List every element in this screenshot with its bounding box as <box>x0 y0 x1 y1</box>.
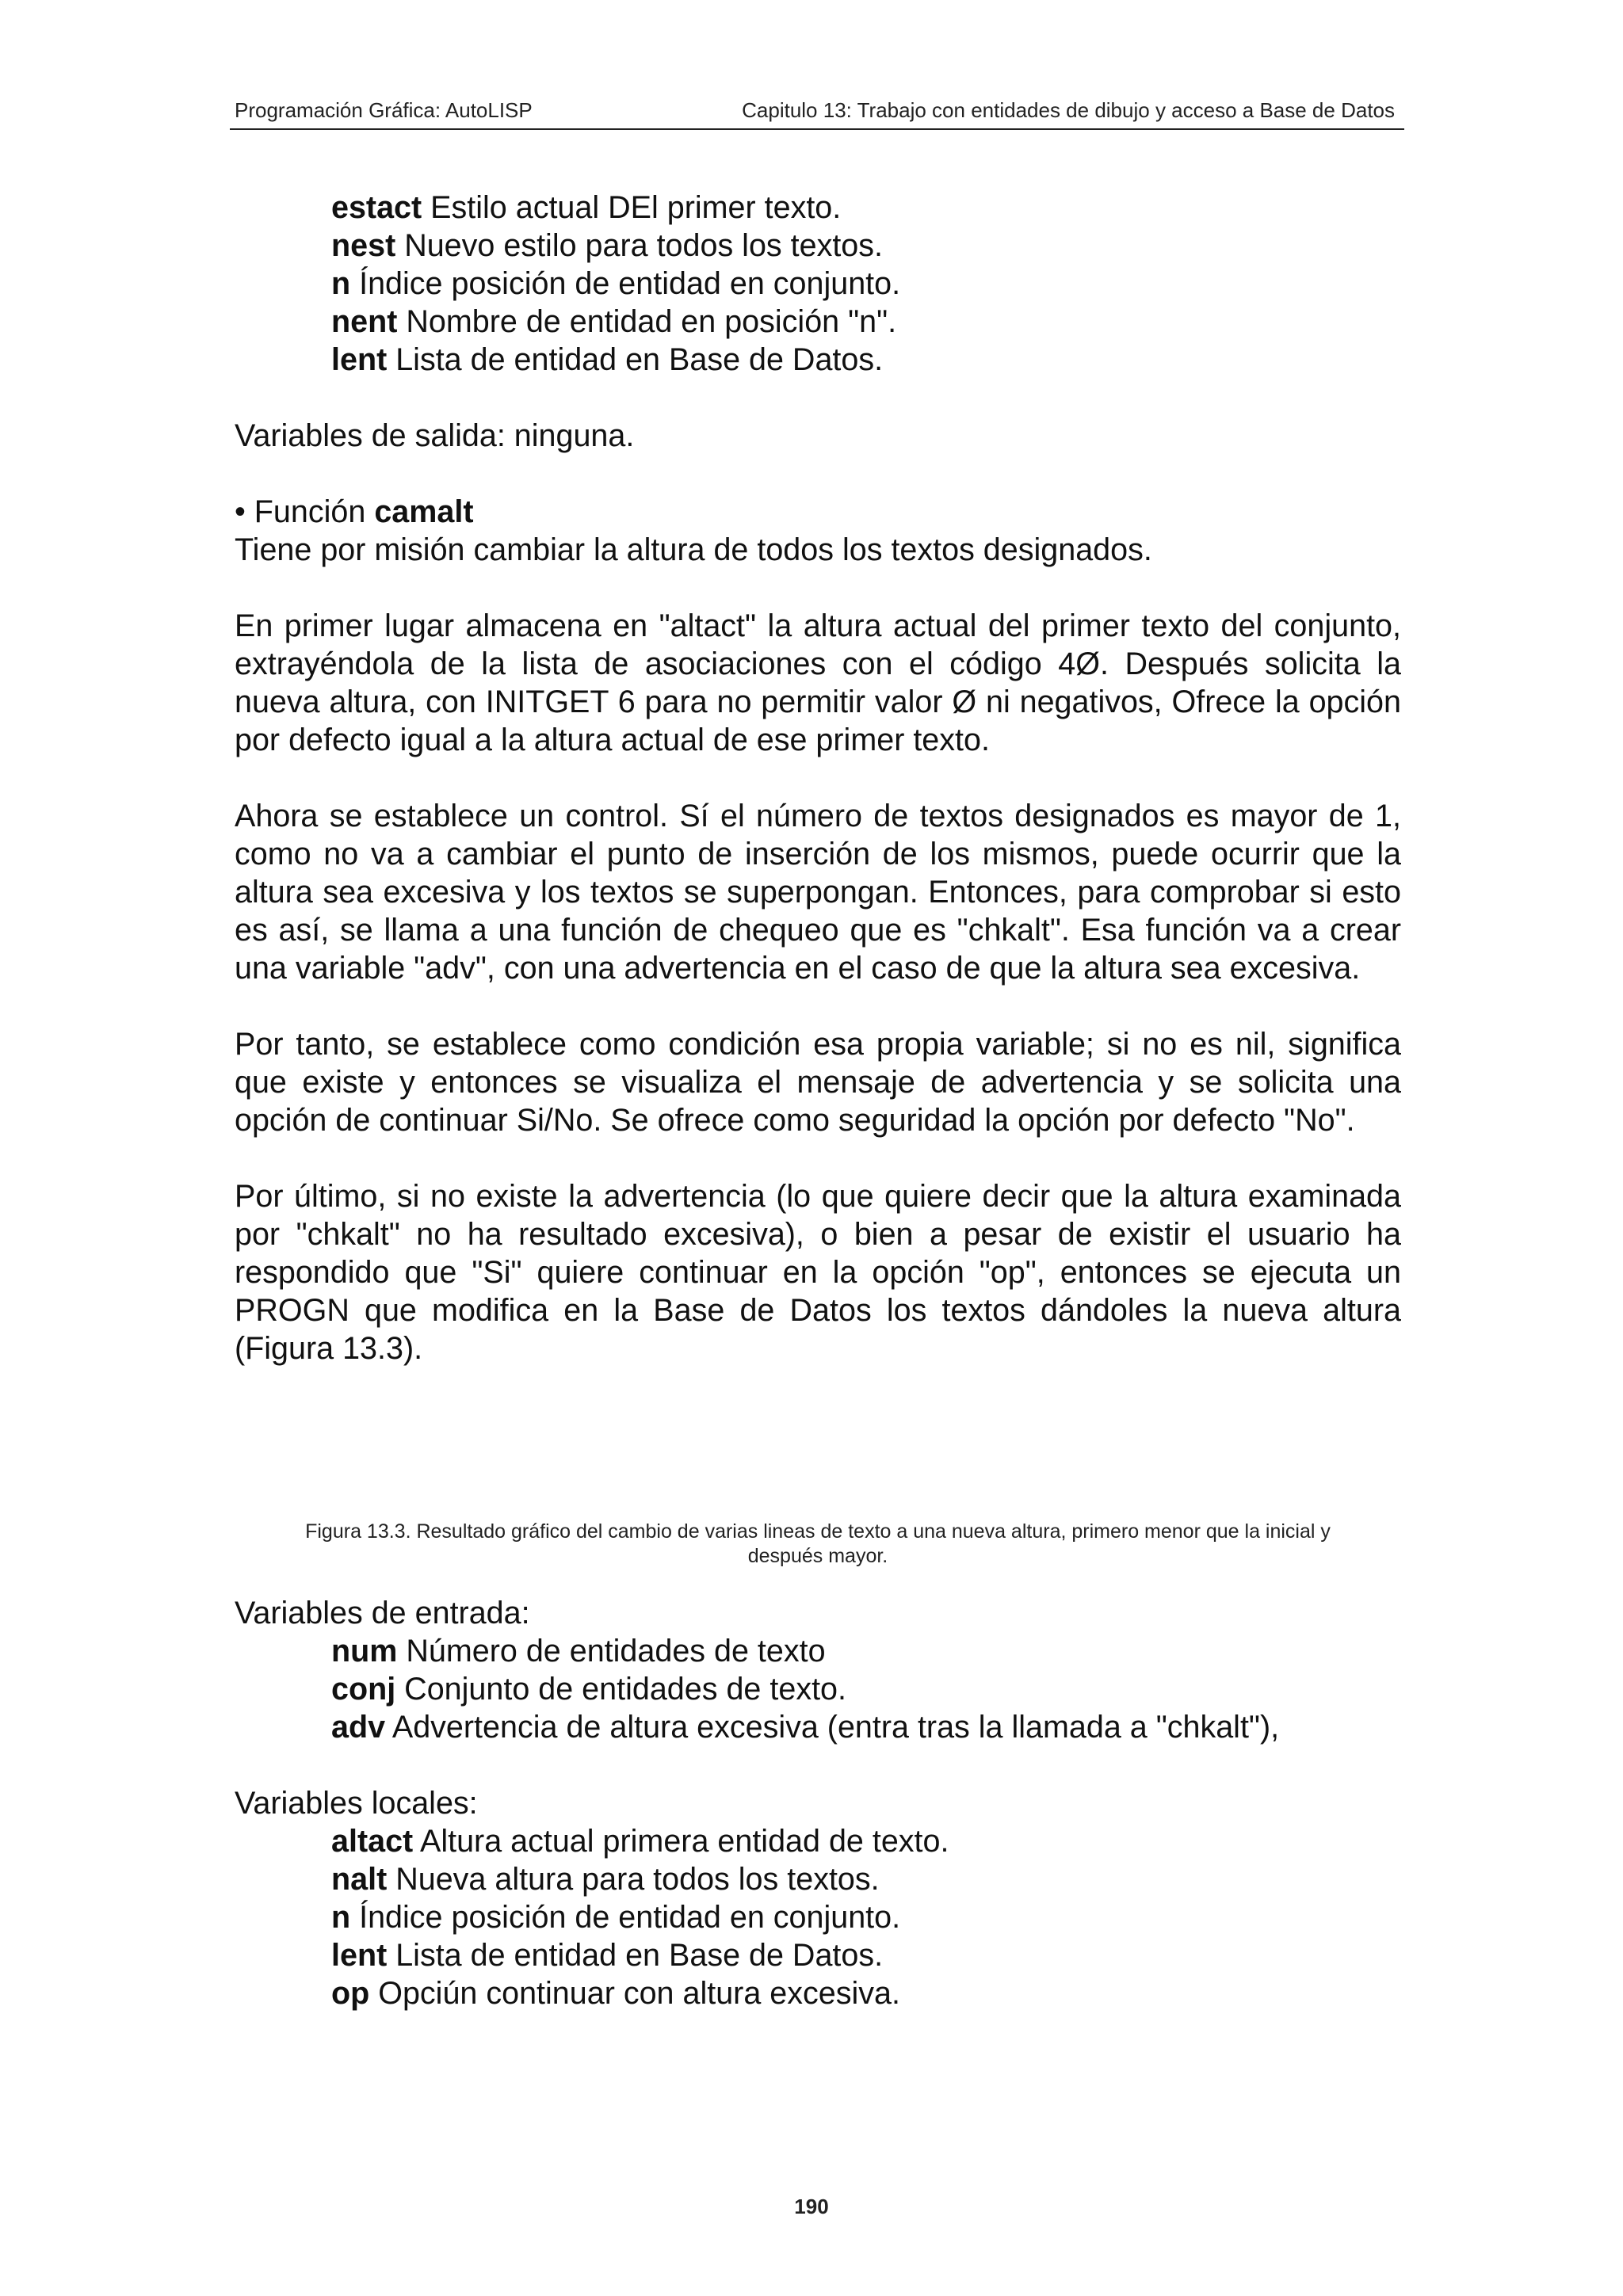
variable-line <box>235 1974 1401 2012</box>
variable-description: Opciún continuar con altura excesiva. <box>369 1976 900 2011</box>
figure-caption <box>242 1520 1393 1569</box>
variable-line <box>235 1822 1401 1860</box>
variable-line <box>235 265 1401 303</box>
variable-description: Lista de entidad en Base de Datos. <box>387 342 884 377</box>
function-prefix: • Función <box>235 494 375 529</box>
page-number: 190 <box>794 2195 829 2218</box>
variable-description: Estilo actual DEl primer texto. <box>422 190 842 225</box>
variable-line <box>235 1708 1401 1746</box>
variable-description: Lista de entidad en Base de Datos. <box>387 1938 884 1973</box>
variable-line <box>235 1670 1401 1708</box>
variable-line <box>235 1936 1401 1974</box>
variable-name: nalt <box>331 1862 388 1897</box>
variable-line <box>235 1898 1401 1936</box>
variable-description: Número de entidades de texto <box>397 1634 826 1669</box>
page-header <box>230 93 1404 130</box>
function-mission: Tiene por misión cambiar la altura de todos los textos designados. <box>235 532 1152 567</box>
paragraph: Por tanto, se establece como condición esa propia variable; si no es nil, significa que existe y entonces se visualiza el mensaje de advertencia y se solicita una opción de continuar Si/No. Se ofrece como seguridad la opción por defecto "No". <box>235 1027 1401 1138</box>
variable-name: op <box>331 1976 370 2011</box>
paragraph: Por último, si no existe la advertencia (lo que quiere decir que la altura examinada por "chkalt" no ha resultado excesiva), o bien a pesar de existir el usuario ha respondido que "Si" quiere continuar en la opción "op", entonces se ejecuta un PROGN que modifica en la Base de Datos los textos dándoles la nueva altura (Figura 13.3). <box>235 1179 1401 1366</box>
variable-description: Nuevo estilo para todos los textos. <box>395 228 883 263</box>
variable-description: Índice posición de entidad en conjunto. <box>350 266 901 301</box>
variable-name: lent <box>331 1938 388 1973</box>
variable-name: conj <box>331 1672 396 1707</box>
page-body <box>235 189 1401 2012</box>
output-variables-line: Variables de salida: ninguna. <box>235 418 635 453</box>
paragraph: Ahora se establece un control. Sí el número de textos designados es mayor de 1, como no va a cambiar el punto de inserción de los mismos, puede ocurrir que la altura sea excesiva y los textos se superpongan. Entonces, para comprobar si esto es así, se llama a una función de chequeo que es "chkalt". Esa función va a crear una variable "adv", con una advertencia en el caso de que la altura sea excesiva. <box>235 799 1401 986</box>
variable-line <box>235 1632 1401 1670</box>
variable-description: Nueva altura para todos los textos. <box>387 1862 880 1897</box>
variable-description: Conjunto de entidades de texto. <box>395 1672 846 1707</box>
variable-description: Nombre de entidad en posición "n". <box>397 304 897 339</box>
figure-caption-line: Figura 13.3. Resultado gráfico del cambio de varias lineas de texto a una nueva altura, primero menor que la inicial y <box>305 1520 1331 1543</box>
variable-name: num <box>331 1634 398 1669</box>
variable-name: n <box>331 1900 351 1935</box>
variable-description: Advertencia de altura excesiva (entra tras la llamada a "chkalt"), <box>385 1710 1280 1745</box>
local-variables-title: Variables locales: <box>235 1786 478 1821</box>
header-chapter-title: Capitulo 13: Trabajo con entidades de dibujo y acceso a Base de Datos <box>742 98 1395 122</box>
variable-name: nent <box>331 304 398 339</box>
figure-caption-line: después mayor. <box>747 1545 888 1567</box>
variable-name: n <box>331 266 351 301</box>
input-variables-title: Variables de entrada: <box>235 1596 530 1630</box>
figure-placeholder <box>235 1367 1401 1520</box>
variable-name: nest <box>331 228 396 263</box>
variable-name: lent <box>331 342 388 377</box>
paragraph: En primer lugar almacena en "altact" la altura actual del primer texto del conjunto, extrayéndola de la lista de asociaciones con el código 4Ø. Después solicita la nueva altura, con INITGET 6 para no permitir valor Ø ni negativos, Ofrece la opción por defecto igual a la altura actual de ese primer texto. <box>235 608 1401 757</box>
variable-description: Altura actual primera entidad de texto. <box>413 1824 949 1859</box>
variable-description: Índice posición de entidad en conjunto. <box>350 1900 901 1935</box>
variable-line <box>235 303 1401 341</box>
variable-line <box>235 189 1401 227</box>
variable-name: estact <box>331 190 422 225</box>
variable-name: altact <box>331 1824 414 1859</box>
function-name: camalt <box>374 494 474 529</box>
variable-line <box>235 227 1401 265</box>
variable-line <box>235 341 1401 379</box>
variable-name: adv <box>331 1710 386 1745</box>
header-book-title: Programación Gráfica: AutoLISP <box>235 98 533 122</box>
function-heading <box>235 493 1401 531</box>
variable-line <box>235 1860 1401 1898</box>
